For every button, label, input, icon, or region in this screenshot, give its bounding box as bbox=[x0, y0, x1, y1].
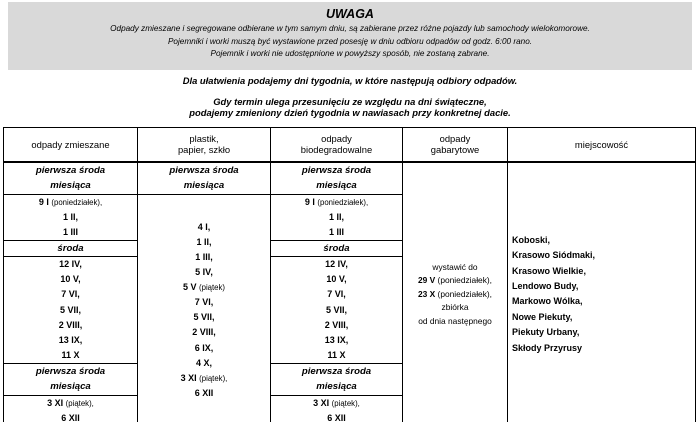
plastic-first-wednesday: pierwsza środa miesiąca bbox=[138, 162, 271, 195]
notice-box bbox=[8, 2, 692, 70]
schedule-table bbox=[3, 127, 696, 422]
mixed-wednesday-dates: środa 12 IV, 10 V, 7 VI, 5 VII, 2 VIII, 13 IX, 11 X bbox=[4, 240, 138, 363]
mixed-last-first-wednesday: pierwsza środa miesiąca bbox=[3, 364, 138, 396]
bio-q1-dates: 9 I (poniedziałek), 1 II, 1 III bbox=[271, 194, 403, 240]
bio-first-wednesday: pierwsza środa miesiąca bbox=[271, 162, 403, 195]
mixed-end-dates: pierwsza środa miesiąca 3 XI (piątek), 6 XII bbox=[4, 363, 138, 422]
plastic-dates: 4 I, 1 II, 1 III, 5 IV, 5 V (piątek) 7 VI, 5 VII, 2 VIII, 6 IX, 4 X, 3 XI (piątek), 6 XII bbox=[138, 194, 271, 422]
mixed-wednesday-label: środa bbox=[3, 241, 138, 258]
bulky-cell: wystawić do 29 V (poniedziałek), 23 X (poniedziałek), zbiórka od dnia następnego bbox=[403, 162, 508, 422]
header-plastic: plastik, papier, szkło bbox=[138, 128, 271, 162]
notice-line-1: Odpady zmieszane i segregowane odbierane w tym samym dniu, są zabierane przez różne pojazdy lub samochody wielokomorowe. bbox=[110, 24, 590, 33]
header-bulky: odpady gabarytowe bbox=[403, 128, 508, 162]
bio-last-first-wednesday: pierwsza środa miesiąca bbox=[270, 364, 403, 396]
notice-line-2: Pojemniki i worki muszą być wystawione przed posesję w dniu odbioru odpadów od godz. 6:00 rano. bbox=[167, 36, 533, 46]
header-mixed: odpady zmieszane bbox=[4, 128, 138, 162]
place-item: Piekuty Urbany, bbox=[512, 327, 580, 338]
place-item: Koboski, bbox=[512, 234, 551, 245]
places-cell bbox=[508, 162, 696, 422]
bio-end-dates: pierwsza środa miesiąca 3 XI (piątek), 6 XII bbox=[271, 363, 403, 422]
bio-wednesday-label: środa bbox=[270, 241, 403, 258]
header-place: miejscowość bbox=[508, 128, 696, 162]
info-holidays bbox=[0, 96, 700, 118]
place-item: Skłody Przyrusy bbox=[512, 342, 583, 353]
header-bio: odpady biodegradowalne bbox=[271, 128, 403, 162]
bio-wednesday-dates: środa 12 IV, 10 V, 7 VI, 5 VII, 2 VIII, 13 IX, 11 X bbox=[271, 240, 403, 363]
mixed-first-wednesday: pierwsza środa miesiąca bbox=[4, 162, 138, 195]
place-item: Nowe Piekuty, bbox=[512, 311, 573, 322]
info-holidays-line-1: Gdy termin ulega przesunięciu ze względu na dni świąteczne, bbox=[213, 96, 487, 107]
info-weekdays: Dla ułatwienia podajemy dni tygodnia, w które następują odbiory odpadów. bbox=[182, 75, 518, 86]
place-item: Krasowo Siódmaki, bbox=[512, 250, 596, 261]
info-holidays-line-2: podajemy zmieniony dzień tygodnia w nawiasach przy konkretnej dacie. bbox=[189, 107, 511, 118]
notice-title: UWAGA bbox=[326, 7, 374, 21]
place-item: Krasowo Wielkie, bbox=[512, 265, 586, 276]
place-item: Lendowo Budy, bbox=[512, 280, 579, 291]
place-item: Markowo Wólka, bbox=[512, 296, 583, 307]
mixed-q1-dates: 9 I (poniedziałek), 1 II, 1 III bbox=[4, 194, 138, 240]
notice-line-3: Pojemnik i worki nie udostępnione w powyższy sposób, nie zostaną zabrane. bbox=[210, 49, 490, 58]
table-header-row bbox=[4, 128, 696, 162]
